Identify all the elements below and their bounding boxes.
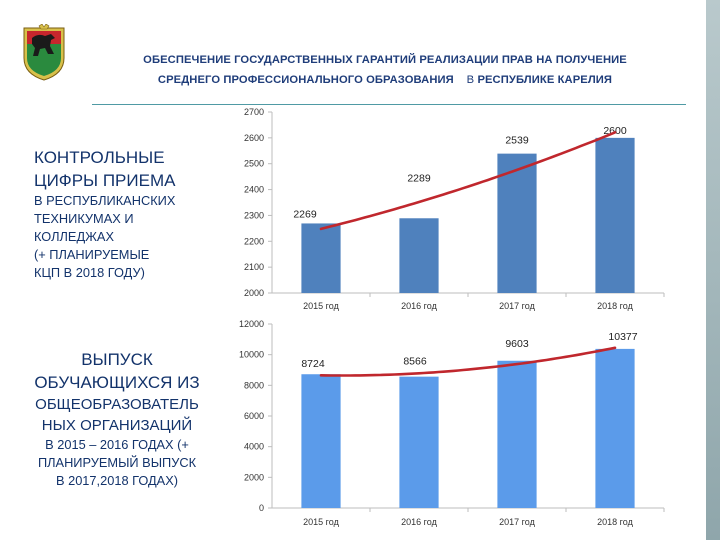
chart1-bar xyxy=(399,218,438,293)
chart2-trendline xyxy=(321,348,615,376)
chart2-y-tick-label: 8000 xyxy=(243,380,264,391)
admission-targets-bar-chart xyxy=(232,108,672,314)
chart2-y-tick-label: 10000 xyxy=(238,349,264,360)
karelia-coat-of-arms-icon xyxy=(20,24,68,82)
caption-bottom-line-3: ОБЩЕОБРАЗОВАТЕЛЬ xyxy=(35,396,199,413)
chart1-x-tick-label: 2017 год xyxy=(499,301,535,311)
chart1-y-tick-label: 2200 xyxy=(243,236,264,247)
chart1-bar xyxy=(301,223,340,293)
header-divider xyxy=(92,104,686,105)
chart2-data-label: 8724 xyxy=(301,358,325,371)
admission-targets-caption xyxy=(34,146,224,282)
chart1-data-label: 2539 xyxy=(505,134,529,147)
chart1-data-label: 2600 xyxy=(603,124,627,137)
caption-top-line-3: В РЕСПУБЛИКАНСКИХ xyxy=(34,193,176,208)
chart2-y-tick-label: 6000 xyxy=(243,411,264,421)
caption-top-line-5: КОЛЛЕДЖАХ xyxy=(34,229,115,244)
chart2-x-tick-label: 2017 год xyxy=(499,517,535,527)
chart1-x-tick-label: 2016 год xyxy=(401,301,437,311)
caption-top-line-1: КОНТРОЛЬНЫЕ xyxy=(34,148,165,167)
chart1-trendline xyxy=(321,132,615,229)
chart2-data-label: 10377 xyxy=(608,330,638,343)
graduates-bar-chart xyxy=(232,316,672,536)
chart1-y-tick-label: 2100 xyxy=(243,262,264,273)
chart1-y-tick-label: 2400 xyxy=(243,184,264,195)
chart2-bar xyxy=(301,374,340,508)
chart2-data-label: 8566 xyxy=(403,355,427,368)
title-line-1: ОБЕСПЕЧЕНИЕ ГОСУДАРСТВЕННЫХ ГАРАНТИЙ РЕАЛИЗАЦИИ ПРАВ НА ПОЛУЧЕНИЕ xyxy=(143,54,627,66)
chart2-x-tick-label: 2018 год xyxy=(597,517,633,527)
page-title xyxy=(80,50,690,90)
chart1-y-tick-label: 2700 xyxy=(243,107,264,117)
chart1-y-tick-label: 2000 xyxy=(243,288,264,298)
chart2-y-tick-label: 4000 xyxy=(243,441,264,452)
graduates-caption xyxy=(4,348,230,490)
caption-top-line-2: ЦИФРЫ ПРИЕМА xyxy=(34,171,176,190)
chart2-y-tick-label: 2000 xyxy=(243,472,264,483)
caption-top-line-7: КЦП В 2018 ГОДУ) xyxy=(34,265,145,280)
chart2-bar xyxy=(595,349,634,508)
chart1-y-tick-label: 2600 xyxy=(243,132,264,143)
caption-bottom-line-4: НЫХ ОРГАНИЗАЦИЙ xyxy=(41,417,193,434)
caption-bottom-line-6: ПЛАНИРУЕМЫЙ ВЫПУСК xyxy=(37,455,197,470)
title-line-2 xyxy=(80,70,690,90)
chart2-data-label: 9603 xyxy=(505,337,529,350)
chart1-bar xyxy=(595,138,634,293)
chart1-y-tick-label: 2500 xyxy=(243,158,264,169)
chart1-data-label: 2269 xyxy=(293,208,317,221)
caption-top-line-6: (+ ПЛАНИРУЕМЫЕ xyxy=(34,247,150,262)
caption-bottom-line-7: В 2017,2018 ГОДАХ) xyxy=(55,473,179,488)
chart2-y-tick-label: 12000 xyxy=(238,319,264,329)
chart1-x-tick-label: 2018 год xyxy=(597,301,633,311)
chart2-bar xyxy=(497,361,536,508)
title-line-2-part-b: В xyxy=(466,74,475,86)
chart2-y-tick-label: 0 xyxy=(258,503,264,513)
chart2-bar xyxy=(399,377,438,508)
caption-bottom-line-2: ОБУЧАЮЩИХСЯ ИЗ xyxy=(34,373,200,392)
chart1-x-tick-label: 2015 год xyxy=(303,301,339,311)
chart1-data-label: 2289 xyxy=(407,172,431,185)
caption-top-line-4: ТЕХНИКУМАХ И xyxy=(34,211,134,226)
chart2-x-tick-label: 2016 год xyxy=(401,517,437,527)
caption-bottom-line-1: ВЫПУСК xyxy=(81,350,153,369)
title-line-2-part-c: РЕСПУБЛИКЕ КАРЕЛИЯ xyxy=(477,74,613,86)
caption-bottom-line-5: В 2015 – 2016 ГОДАХ (+ xyxy=(45,437,189,452)
chart1-y-tick-label: 2300 xyxy=(243,210,264,221)
chart2-x-tick-label: 2015 год xyxy=(303,517,339,527)
title-line-2-part-a: СРЕДНЕГО ПРОФЕССИОНАЛЬНОГО ОБРАЗОВАНИЯ xyxy=(157,74,454,86)
slide-header xyxy=(0,0,706,108)
right-decorative-strip xyxy=(706,0,720,540)
